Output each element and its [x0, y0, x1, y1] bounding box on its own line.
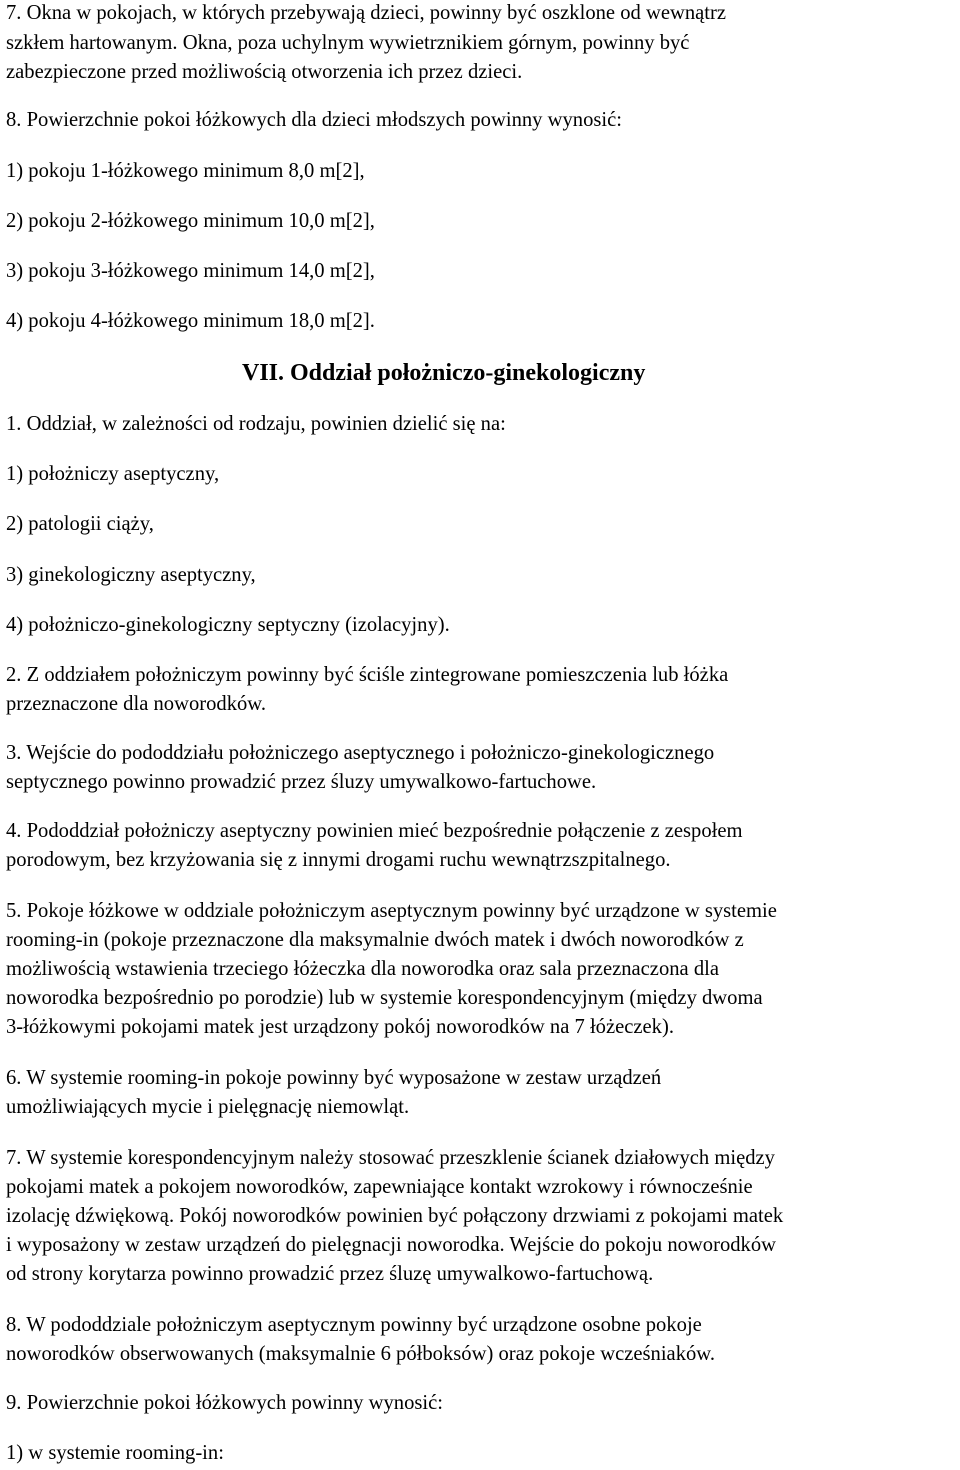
list-item: 4) pokoju 4-łóżkowego minimum 18,0 m[2]. [6, 310, 375, 332]
text-line: 8. W pododdziale położniczym aseptycznym powinny być urządzone osobne pokoje [6, 1314, 702, 1336]
text-line: od strony korytarza powinno prowadzić przez śluzę umywalkowo-fartuchową. [6, 1263, 654, 1285]
text-line: 7. Okna w pokojach, w których przebywają dzieci, powinny być oszklone od wewnątrz [6, 2, 726, 24]
text-line: noworodka bezpośrednio po porodzie) lub w systemie korespondencyjnym (między dwoma [6, 987, 763, 1009]
list-item: 3) ginekologiczny aseptyczny, [6, 564, 256, 586]
list-item: 3) pokoju 3-łóżkowego minimum 14,0 m[2], [6, 260, 375, 282]
text-line: 5. Pokoje łóżkowe w oddziale położniczym aseptycznym powinny być urządzone w systemie [6, 900, 777, 922]
text-line: możliwością wstawienia trzeciego łóżeczka dla noworodka oraz sala przeznaczona dla [6, 958, 719, 980]
text-line: 3. Wejście do pododdziału położniczego aseptycznego i położniczo-ginekologicznego [6, 742, 715, 764]
list-item: 1) położniczy aseptyczny, [6, 463, 220, 485]
text-line: 9. Powierzchnie pokoi łóżkowych powinny wynosić: [6, 1392, 443, 1414]
text-line: umożliwiających mycie i pielęgnację niemowląt. [6, 1096, 410, 1118]
text-line: 8. Powierzchnie pokoi łóżkowych dla dzieci młodszych powinny wynosić: [6, 109, 622, 131]
text-line: rooming-in (pokoje przeznaczone dla maksymalnie dwóch matek i dwóch noworodków z [6, 929, 744, 951]
text-line: i wyposażony w zestaw urządzeń do pielęgnacji noworodka. Wejście do pokoju noworodków [6, 1234, 777, 1256]
text-line: 2. Z oddziałem położniczym powinny być ściśle zintegrowane pomieszczenia lub łóżka [6, 664, 729, 686]
list-item: 2) patologii ciąży, [6, 513, 154, 535]
text-line: przeznaczone dla noworodków. [6, 693, 266, 715]
text-line: 4. Pododdział położniczy aseptyczny powinien mieć bezpośrednie połączenie z zespołem [6, 820, 743, 842]
text-line: 3-łóżkowymi pokojami matek jest urządzony pokój noworodków na 7 łóżeczek). [6, 1016, 674, 1038]
text-line: noworodków obserwowanych (maksymalnie 6 półboksów) oraz pokoje wcześniaków. [6, 1343, 715, 1365]
section-heading: VII. Oddział położniczo-ginekologiczny [242, 360, 646, 386]
text-line: 7. W systemie korespondencyjnym należy stosować przeszklenie ścianek działowych między [6, 1147, 775, 1169]
list-item: 2) pokoju 2-łóżkowego minimum 10,0 m[2], [6, 210, 375, 232]
text-line: porodowym, bez krzyżowania się z innymi drogami ruchu wewnątrzszpitalnego. [6, 849, 671, 871]
list-item: 1) pokoju 1-łóżkowego minimum 8,0 m[2], [6, 160, 365, 182]
list-item: 4) położniczo-ginekologiczny septyczny (izolacyjny). [6, 614, 450, 636]
text-line: pokojami matek a pokojem noworodków, zapewniające kontakt wzrokowy i równocześnie [6, 1176, 753, 1198]
list-item: 1) w systemie rooming-in: [6, 1442, 224, 1464]
text-line: septycznego powinno prowadzić przez śluzy umywalkowo-fartuchowe. [6, 771, 597, 793]
text-line: 6. W systemie rooming-in pokoje powinny być wyposażone w zestaw urządzeń [6, 1067, 662, 1089]
text-line: izolację dźwiękową. Pokój noworodków powinien być połączony drzwiami z pokojami matek [6, 1205, 784, 1227]
text-line: 1. Oddział, w zależności od rodzaju, powinien dzielić się na: [6, 413, 506, 435]
text-line: zabezpieczone przed możliwością otworzenia ich przez dzieci. [6, 61, 523, 83]
text-line: szkłem hartowanym. Okna, poza uchylnym wywietrznikiem górnym, powinny być [6, 32, 690, 54]
